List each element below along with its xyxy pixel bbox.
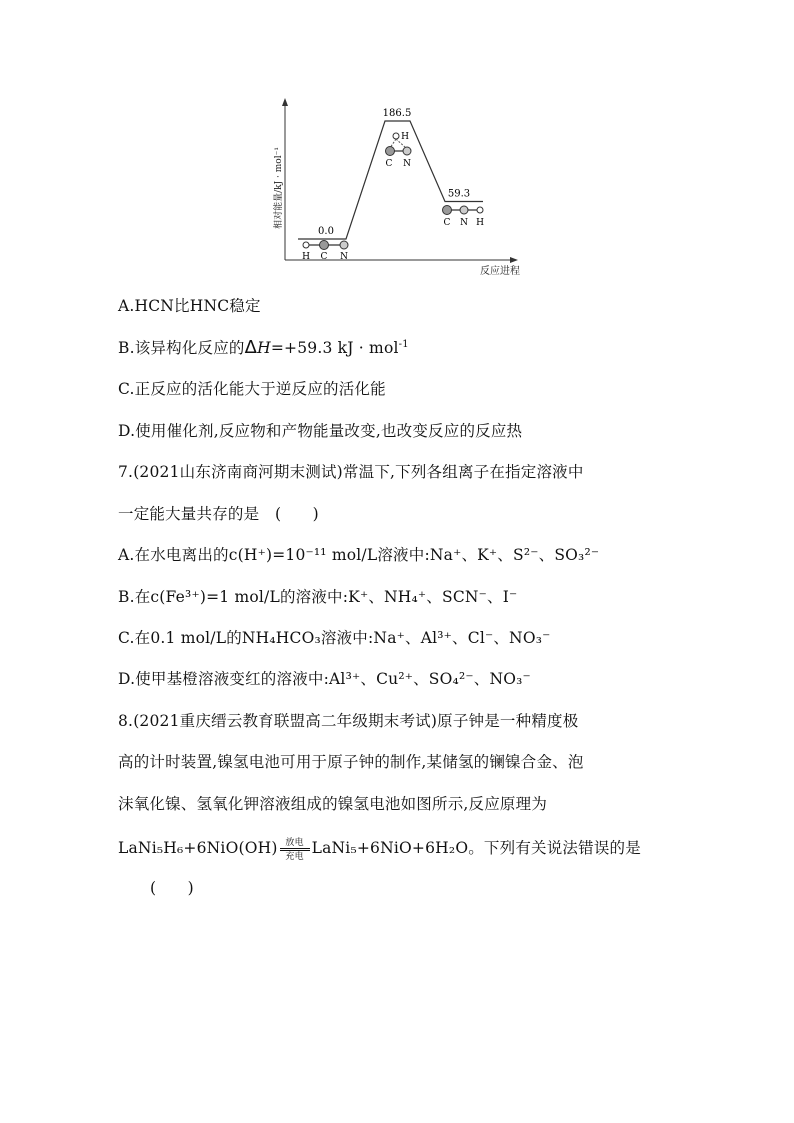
atom-label-c-p: C xyxy=(443,218,451,228)
x-axis-arrow xyxy=(510,257,518,263)
energy-path xyxy=(298,121,483,239)
enthalpy-symbol: H xyxy=(257,339,271,357)
level-label-product: 59.3 xyxy=(447,188,471,200)
atom-label-n: N xyxy=(340,252,348,262)
q6-option-b xyxy=(118,336,409,358)
equation-left: LaNi₅H₆+6NiO(OH) xyxy=(118,839,278,857)
q6-option-d: D.使用催化剂,反应物和产物能量改变,也改变反应的反应热 xyxy=(118,422,523,440)
q8-stem-line1: 8.(2021重庆缙云教育联盟高二年级期末考试)原子钟是一种精度极 xyxy=(118,712,579,730)
atom-label-c-ts: C xyxy=(385,159,393,169)
q8-stem-line3: 沫氧化镍、氢氧化钾溶液组成的镍氢电池如图所示,反应原理为 xyxy=(118,795,548,813)
q6-option-a: A.HCN比HNC稳定 xyxy=(118,297,261,315)
y-axis-arrow xyxy=(282,98,288,106)
level-label-reactant: 0.0 xyxy=(318,226,334,237)
atom-label-h: H xyxy=(302,252,310,262)
arrow-label-discharge: 放电 xyxy=(285,838,304,848)
y-axis-label: 相对能量/kJ · mol⁻¹ xyxy=(274,147,284,229)
q6-option-b-post: =+59.3 kJ · mol xyxy=(270,339,399,357)
q6-option-b-exp: -1 xyxy=(398,338,409,350)
equation-right: LaNi₅+6NiO+6H₂O。下列有关说法错误的是 xyxy=(311,839,641,857)
level-label-ts: 186.5 xyxy=(382,108,412,119)
q6-option-c: C.正反应的活化能大于逆反应的活化能 xyxy=(118,380,386,398)
q7-stem-line2: 一定能大量共存的是 ( ) xyxy=(118,505,319,523)
q8-stem-line2: 高的计时装置,镍氢电池可用于原子钟的制作,某储氢的镧镍合金、泡 xyxy=(118,753,584,771)
atom-label-h-top: H xyxy=(401,132,409,142)
atom-label-h-p: H xyxy=(476,218,484,228)
q7-option-d: D.使甲基橙溶液变红的溶液中:Al³⁺、Cu²⁺、SO₄²⁻、NO₃⁻ xyxy=(118,670,531,688)
q7-stem-line1: 7.(2021山东济南商河期末测试)常温下,下列各组离子在指定溶液中 xyxy=(118,463,584,481)
q8-equation xyxy=(118,836,641,862)
molecule-transition xyxy=(386,132,412,169)
delta-symbol: Δ xyxy=(244,337,258,358)
molecule-reactant xyxy=(302,241,348,263)
reversible-arrow xyxy=(278,838,312,862)
x-axis-label: 反应进程 xyxy=(480,266,520,277)
q7-option-b: B.在c(Fe³⁺)=1 mol/L的溶液中:K⁺、NH₄⁺、SCN⁻、I⁻ xyxy=(118,588,518,606)
arrow-label-charge: 充电 xyxy=(285,852,304,862)
q7-option-a: A.在水电离出的c(H⁺)=10⁻¹¹ mol/L溶液中:Na⁺、K⁺、S²⁻、SO₃²⁻ xyxy=(118,546,600,564)
q7-option-c: C.在0.1 mol/L的NH₄HCO₃溶液中:Na⁺、Al³⁺、Cl⁻、NO₃⁻ xyxy=(118,629,551,647)
q8-answer-paren: ( ) xyxy=(150,879,194,897)
atom-label-c: C xyxy=(320,252,328,262)
energy-diagram xyxy=(274,98,520,280)
atom-label-n-ts: N xyxy=(403,159,411,169)
molecule-product xyxy=(443,206,485,229)
atom-label-n-p: N xyxy=(460,218,468,228)
q6-option-b-pre: B.该异构化反应的 xyxy=(118,339,245,357)
